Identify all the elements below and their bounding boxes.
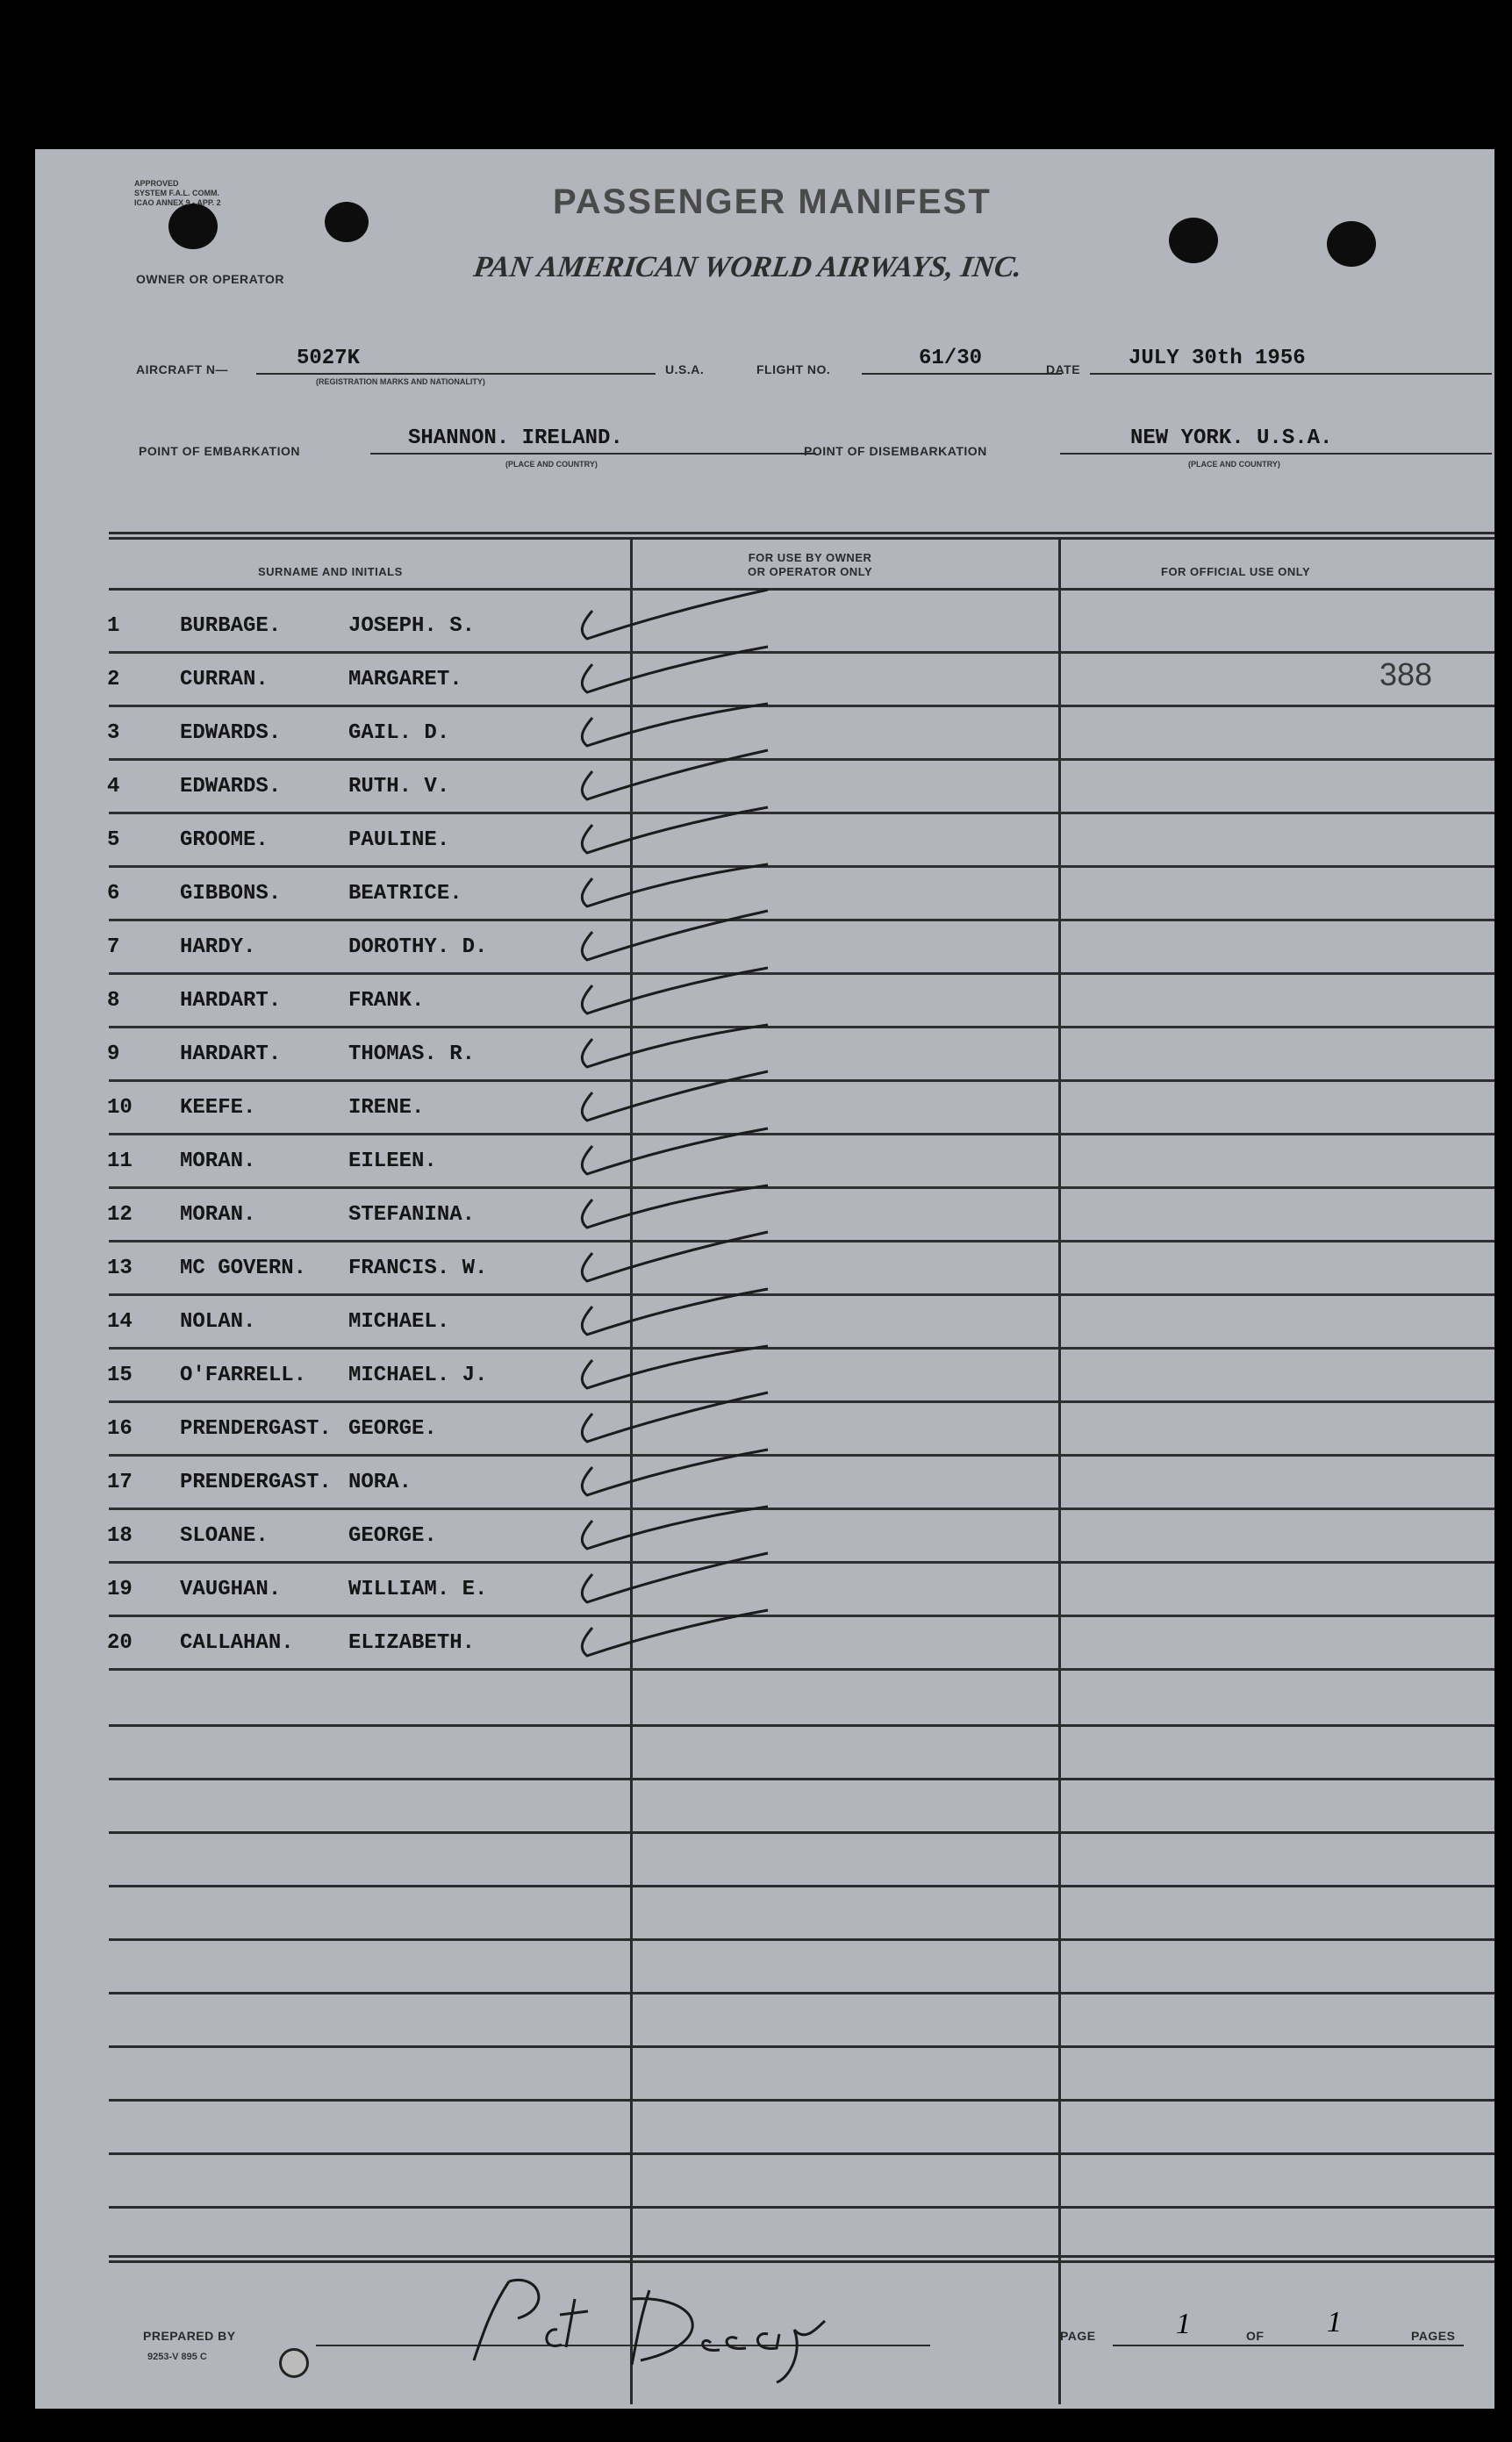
checkmark-icon bbox=[566, 1601, 812, 1670]
aircraft-value: 5027K bbox=[297, 347, 361, 370]
row-number: 7 bbox=[107, 935, 120, 959]
official-note: 388 bbox=[1379, 656, 1433, 692]
embark-value: SHANNON. IRELAND. bbox=[408, 426, 623, 450]
approval-line: APPROVED bbox=[134, 179, 179, 188]
given-names: FRANK. bbox=[348, 989, 425, 1013]
col-header-owner-line: FOR USE BY OWNER bbox=[748, 551, 872, 564]
row-number: 1 bbox=[107, 614, 120, 638]
given-names: PAULINE. bbox=[348, 828, 450, 852]
given-names: ELIZABETH. bbox=[348, 1631, 476, 1655]
surname: MORAN. bbox=[180, 1149, 256, 1173]
row-number: 6 bbox=[107, 882, 120, 906]
table-row bbox=[35, 1617, 1494, 1671]
surname: NOLAN. bbox=[180, 1310, 256, 1334]
surname: HARDART. bbox=[180, 1042, 282, 1066]
row-number: 5 bbox=[107, 828, 120, 852]
blank-row-rule bbox=[109, 1992, 1494, 1994]
row-number: 16 bbox=[107, 1417, 133, 1441]
union-bug-icon bbox=[279, 2348, 309, 2378]
surname: CURRAN. bbox=[180, 668, 269, 691]
surname: VAUGHAN. bbox=[180, 1578, 282, 1601]
approval-stamp bbox=[134, 179, 221, 208]
pages-label: PAGES bbox=[1411, 2329, 1456, 2343]
row-number: 3 bbox=[107, 721, 120, 745]
punch-hole bbox=[168, 204, 218, 249]
disembark-value: NEW YORK. U.S.A. bbox=[1130, 426, 1333, 450]
embark-underline bbox=[370, 453, 816, 455]
usa-label: U.S.A. bbox=[665, 362, 705, 376]
blank-row-rule bbox=[109, 2206, 1494, 2209]
given-names: IRENE. bbox=[348, 1096, 425, 1120]
given-names: GEORGE. bbox=[348, 1524, 437, 1548]
of-value: 1 bbox=[1327, 2306, 1342, 2338]
disembark-place-note: (PLACE AND COUNTRY) bbox=[1188, 460, 1280, 469]
embark-label: POINT OF EMBARKATION bbox=[139, 444, 300, 458]
row-number: 4 bbox=[107, 775, 120, 798]
manifest-sheet bbox=[35, 149, 1494, 2409]
row-number: 15 bbox=[107, 1364, 133, 1387]
blank-row-rule bbox=[109, 2152, 1494, 2155]
row-number: 10 bbox=[107, 1096, 133, 1120]
page-line bbox=[1113, 2345, 1464, 2346]
given-names: MICHAEL. bbox=[348, 1310, 450, 1334]
col-header-owner-line: OR OPERATOR ONLY bbox=[748, 565, 873, 578]
given-names: MARGARET. bbox=[348, 668, 462, 691]
date-underline bbox=[1090, 373, 1492, 375]
row-number: 9 bbox=[107, 1042, 120, 1066]
surname: GROOME. bbox=[180, 828, 269, 852]
embark-place-note: (PLACE AND COUNTRY) bbox=[505, 460, 598, 469]
blank-row-rule bbox=[109, 1885, 1494, 1887]
given-names: GAIL. D. bbox=[348, 721, 450, 745]
row-rule bbox=[109, 1668, 1494, 1671]
prepared-label: PREPARED BY bbox=[143, 2329, 236, 2343]
row-number: 14 bbox=[107, 1310, 133, 1334]
disembark-underline bbox=[1060, 453, 1492, 455]
given-names: BEATRICE. bbox=[348, 882, 462, 906]
row-number: 19 bbox=[107, 1578, 133, 1601]
blank-row-rule bbox=[109, 2045, 1494, 2048]
date-value: JULY 30th 1956 bbox=[1129, 347, 1306, 370]
surname: MC GOVERN. bbox=[180, 1257, 307, 1280]
surname: PRENDERGAST. bbox=[180, 1417, 332, 1441]
given-names: NORA. bbox=[348, 1471, 412, 1494]
col-header-names: SURNAME AND INITIALS bbox=[258, 565, 403, 578]
date-label: DATE bbox=[1046, 362, 1081, 376]
given-names: RUTH. V. bbox=[348, 775, 450, 798]
table-top-rule bbox=[109, 532, 1494, 534]
surname: O'FARRELL. bbox=[180, 1364, 307, 1387]
surname: BURBAGE. bbox=[180, 614, 282, 638]
surname: KEEFE. bbox=[180, 1096, 256, 1120]
blank-row-rule bbox=[109, 1778, 1494, 1780]
surname: MORAN. bbox=[180, 1203, 256, 1227]
given-names: GEORGE. bbox=[348, 1417, 437, 1441]
flight-value: 61/30 bbox=[919, 347, 983, 370]
blank-row-rule bbox=[109, 1831, 1494, 1834]
given-names: STEFANINA. bbox=[348, 1203, 476, 1227]
signature bbox=[456, 2246, 913, 2391]
given-names: EILEEN. bbox=[348, 1149, 437, 1173]
page-label: PAGE bbox=[1060, 2329, 1096, 2343]
surname: PRENDERGAST. bbox=[180, 1471, 332, 1494]
operator-name: PAN AMERICAN WORLD AIRWAYS, INC. bbox=[471, 251, 1024, 283]
table-top-rule bbox=[109, 537, 1494, 540]
punch-hole bbox=[1169, 218, 1218, 263]
punch-hole bbox=[1327, 221, 1376, 267]
given-names: WILLIAM. E. bbox=[348, 1578, 488, 1601]
approval-line: ICAO ANNEX 9 - APP. 2 bbox=[134, 198, 221, 207]
approval-line: SYSTEM F.A.L. COMM. bbox=[134, 189, 220, 197]
blank-row-rule bbox=[109, 1724, 1494, 1727]
row-number: 20 bbox=[107, 1631, 133, 1655]
page-value: 1 bbox=[1176, 2308, 1191, 2340]
of-label: OF bbox=[1246, 2329, 1265, 2343]
row-number: 13 bbox=[107, 1257, 133, 1280]
blank-row-rule bbox=[109, 1938, 1494, 1941]
col-header-owner bbox=[748, 551, 872, 579]
aircraft-label: AIRCRAFT N— bbox=[136, 362, 229, 376]
punch-hole bbox=[325, 202, 369, 242]
form-code: 9253-V 895 C bbox=[147, 2352, 207, 2362]
row-number: 8 bbox=[107, 989, 120, 1013]
owner-label: OWNER OR OPERATOR bbox=[136, 272, 284, 286]
surname: GIBBONS. bbox=[180, 882, 282, 906]
surname: EDWARDS. bbox=[180, 721, 282, 745]
surname: HARDART. bbox=[180, 989, 282, 1013]
surname: CALLAHAN. bbox=[180, 1631, 294, 1655]
row-number: 11 bbox=[107, 1149, 133, 1173]
flight-underline bbox=[862, 373, 1062, 375]
given-names: FRANCIS. W. bbox=[348, 1257, 488, 1280]
surname: HARDY. bbox=[180, 935, 256, 959]
given-names: JOSEPH. S. bbox=[348, 614, 476, 638]
flight-label: FLIGHT NO. bbox=[756, 362, 831, 376]
row-number: 2 bbox=[107, 668, 120, 691]
given-names: MICHAEL. J. bbox=[348, 1364, 488, 1387]
given-names: DOROTHY. D. bbox=[348, 935, 488, 959]
aircraft-underline bbox=[256, 373, 656, 375]
form-title: PASSENGER MANIFEST bbox=[553, 183, 992, 221]
registration-note: (REGISTRATION MARKS AND NATIONALITY) bbox=[316, 377, 485, 386]
surname: EDWARDS. bbox=[180, 775, 282, 798]
row-number: 17 bbox=[107, 1471, 133, 1494]
disembark-label: POINT OF DISEMBARKATION bbox=[804, 444, 987, 458]
given-names: THOMAS. R. bbox=[348, 1042, 476, 1066]
row-number: 18 bbox=[107, 1524, 133, 1548]
blank-row-rule bbox=[109, 2099, 1494, 2102]
surname: SLOANE. bbox=[180, 1524, 269, 1548]
row-number: 12 bbox=[107, 1203, 133, 1227]
signature-graphic bbox=[456, 2246, 913, 2387]
col-header-official: FOR OFFICIAL USE ONLY bbox=[1161, 565, 1311, 578]
